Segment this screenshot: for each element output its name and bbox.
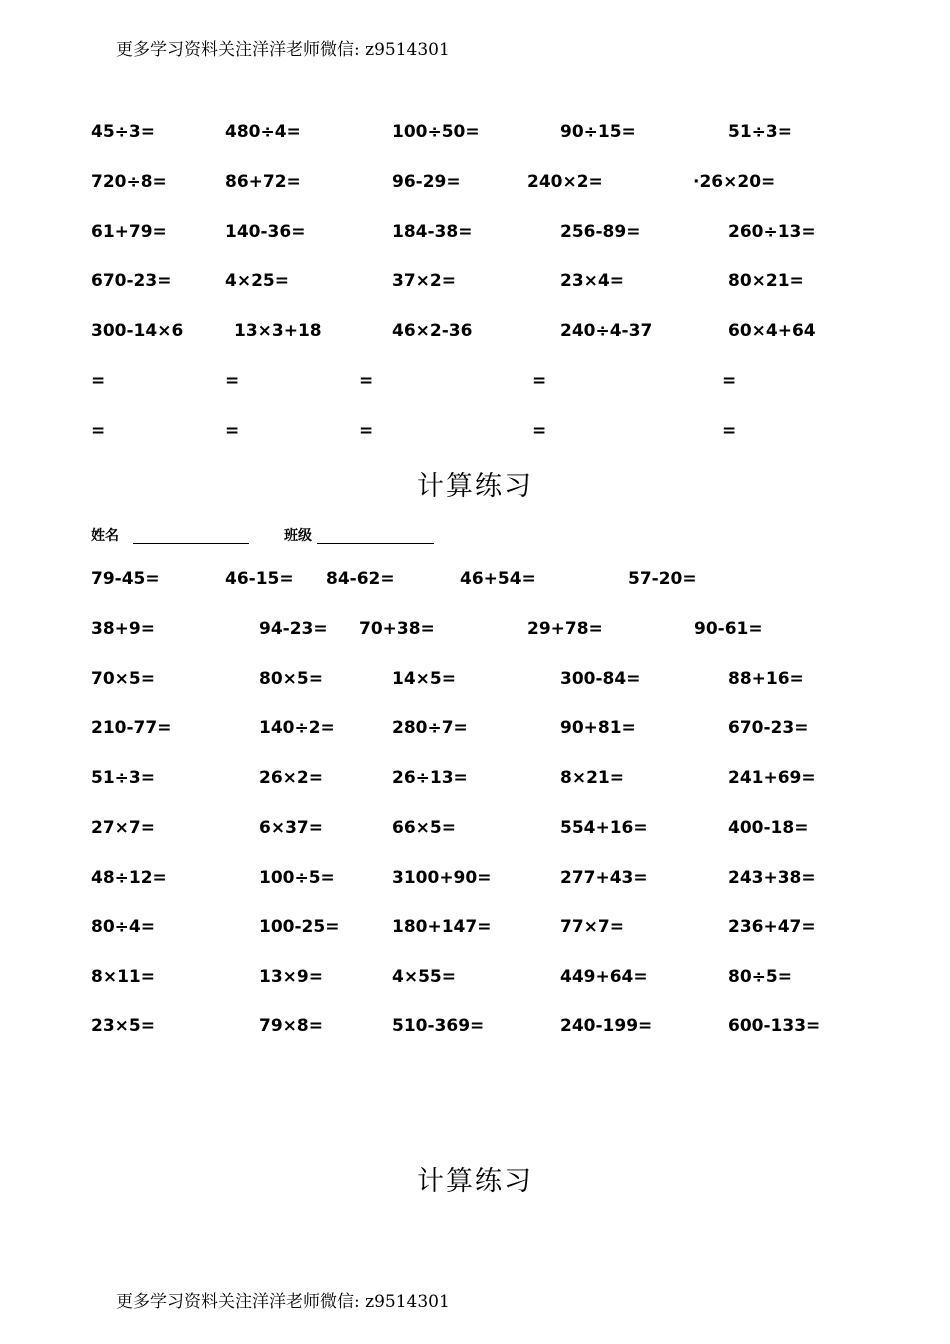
exercise: 240÷4-37 <box>560 321 653 341</box>
exercise: 260÷13= <box>728 222 816 242</box>
exercise: 26÷13= <box>392 768 468 788</box>
exercise: 100÷50= <box>392 122 480 142</box>
exercise: ·26×20= <box>693 172 776 192</box>
exercise: 449+64= <box>560 967 648 987</box>
exercise: 90÷15= <box>560 122 636 142</box>
exercise: 8×21= <box>560 768 624 788</box>
section2-title: 计算练习 <box>417 471 533 502</box>
exercise: 46×2-36 <box>392 321 473 341</box>
exercise: 4×25= <box>225 271 289 291</box>
exercise: 23×4= <box>560 271 624 291</box>
exercise: 80÷4= <box>91 917 155 937</box>
answer-equals: = <box>359 421 374 441</box>
exercise: 23×5= <box>91 1016 155 1036</box>
exercise: 277+43= <box>560 868 648 888</box>
exercise: 51÷3= <box>728 122 792 142</box>
exercise: 670-23= <box>728 718 809 738</box>
exercise: 80÷5= <box>728 967 792 987</box>
exercise: 70+38= <box>359 619 435 639</box>
exercise: 46+54= <box>460 569 536 589</box>
exercise: 554+16= <box>560 818 648 838</box>
exercise: 140÷2= <box>259 718 335 738</box>
exercise: 300-14×6 <box>91 321 184 341</box>
exercise: 4×55= <box>392 967 456 987</box>
exercise: 26×2= <box>259 768 323 788</box>
exercise: 14×5= <box>392 669 456 689</box>
exercise: 300-84= <box>560 669 641 689</box>
exercise: 510-369= <box>392 1016 485 1036</box>
exercise: 70×5= <box>91 669 155 689</box>
exercise: 140-36= <box>225 222 306 242</box>
answer-equals: = <box>722 421 737 441</box>
exercise: 60×4+64 <box>728 321 816 341</box>
exercise: 80×5= <box>259 669 323 689</box>
exercise: 236+47= <box>728 917 816 937</box>
exercise: 3100+90= <box>392 868 492 888</box>
exercise: 57-20= <box>628 569 697 589</box>
exercise: 184-38= <box>392 222 473 242</box>
exercise: 61+79= <box>91 222 167 242</box>
exercise: 29+78= <box>527 619 603 639</box>
exercise: 670-23= <box>91 271 172 291</box>
exercise: 240×2= <box>527 172 603 192</box>
page-footer: 更多学习资料关注洋洋老师微信: z9514301 <box>116 1292 450 1312</box>
exercise: 13×9= <box>259 967 323 987</box>
section3-title: 计算练习 <box>417 1166 533 1197</box>
exercise: 480÷4= <box>225 122 301 142</box>
exercise: 180+147= <box>392 917 492 937</box>
exercise: 600-133= <box>728 1016 821 1036</box>
exercise: 96-29= <box>392 172 461 192</box>
exercise: 100÷5= <box>259 868 335 888</box>
page-header: 更多学习资料关注洋洋老师微信: z9514301 <box>116 40 450 60</box>
exercise: 79×8= <box>259 1016 323 1036</box>
exercise: 79-45= <box>91 569 160 589</box>
exercise: 6×37= <box>259 818 323 838</box>
exercise: 90-61= <box>694 619 763 639</box>
exercise: 256-89= <box>560 222 641 242</box>
name-label: 姓名 <box>91 528 119 544</box>
exercise: 45÷3= <box>91 122 155 142</box>
exercise: 66×5= <box>392 818 456 838</box>
exercise: 27×7= <box>91 818 155 838</box>
exercise: 51÷3= <box>91 768 155 788</box>
exercise: 80×21= <box>728 271 804 291</box>
exercise: 240-199= <box>560 1016 653 1036</box>
exercise: 46-15= <box>225 569 294 589</box>
exercise: 8×11= <box>91 967 155 987</box>
exercise: 13×3+18 <box>234 321 322 341</box>
exercise: 720÷8= <box>91 172 167 192</box>
exercise: 243+38= <box>728 868 816 888</box>
exercise: 88+16= <box>728 669 804 689</box>
class-line <box>317 543 434 544</box>
exercise: 400-18= <box>728 818 809 838</box>
answer-equals: = <box>359 371 374 391</box>
exercise: 241+69= <box>728 768 816 788</box>
answer-equals: = <box>225 421 240 441</box>
class-label: 班级 <box>284 528 312 544</box>
exercise: 100-25= <box>259 917 340 937</box>
exercise: 86+72= <box>225 172 301 192</box>
answer-equals: = <box>91 371 106 391</box>
exercise: 37×2= <box>392 271 456 291</box>
answer-equals: = <box>532 421 547 441</box>
answer-equals: = <box>225 371 240 391</box>
answer-equals: = <box>91 421 106 441</box>
exercise: 90+81= <box>560 718 636 738</box>
answer-equals: = <box>532 371 547 391</box>
exercise: 280÷7= <box>392 718 468 738</box>
exercise: 84-62= <box>326 569 395 589</box>
answer-equals: = <box>722 371 737 391</box>
exercise: 94-23= <box>259 619 328 639</box>
exercise: 38+9= <box>91 619 155 639</box>
exercise: 210-77= <box>91 718 172 738</box>
name-line <box>133 543 249 544</box>
exercise: 77×7= <box>560 917 624 937</box>
exercise: 48÷12= <box>91 868 167 888</box>
